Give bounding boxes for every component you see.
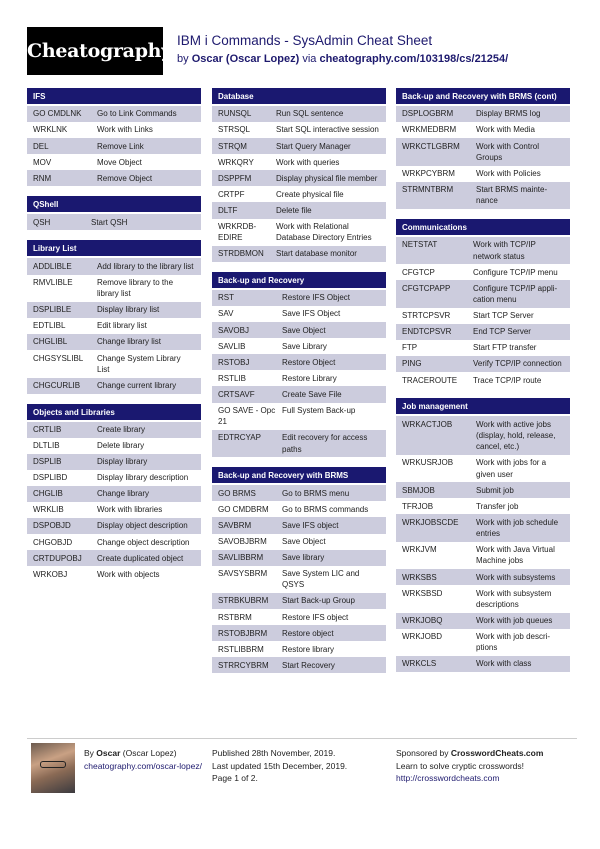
command-description: Start TCP Server [473,311,534,321]
command-description: Full System Back-up [282,405,356,415]
command-description: Save Library [282,341,327,351]
command-name: DSPPFM [218,173,252,183]
cheat-section [27,196,201,230]
table-row [27,486,201,502]
command-description: Configure TCP/IP appli-cation menu [473,283,558,305]
command-name: RSTLIBBRM [218,644,264,654]
command-description: Work with libraries [97,505,163,515]
command-name: DEL [33,141,49,151]
command-name: CRTSAVF [218,389,255,399]
author-link[interactable]: Oscar (Oscar Lopez) [191,53,300,65]
command-name: DSPLIBD [33,473,68,483]
command-description: Transfer job [476,501,519,511]
table-row [212,138,386,154]
command-description: Work with subsystems [476,572,556,582]
footer-author-fullname: (Oscar Lopez) [122,748,177,758]
command-name: SAVLIBBRM [218,553,264,562]
command-name: EDTLIBL [33,321,66,331]
section-title: Database [212,88,386,106]
table-row [27,106,201,122]
command-description: Work with TCP/IP network status [473,240,536,261]
sheet-url-link[interactable]: cheatography.com/103198/cs/21254/ [319,53,509,65]
command-description: Start Back-up Group [282,596,355,606]
table-row [396,340,570,356]
command-name: RMVLIBLE [33,277,73,287]
command-description: Restore Object [282,357,336,367]
command-name: STRSQL [218,125,251,135]
updated-date: Last updated 15th December, 2019. [212,760,348,771]
command-name: FTP [402,343,418,353]
table-row [27,470,201,486]
column-2 [212,88,386,683]
command-description: Work with class [476,659,532,669]
command-name: WRKSBSD [402,588,443,598]
table-row [27,378,201,394]
table-row [396,138,570,165]
table-row [396,237,570,264]
command-name: STRMNTBRM [402,185,454,194]
command-name: CFGTCPAPP [402,283,451,293]
table-row [27,138,201,154]
command-name: DSPLIBLE [33,305,72,315]
command-name: NETSTAT [402,240,438,250]
command-name: GO BRMS [218,488,256,498]
command-description: Work with Control Groups [476,141,539,162]
cheat-section [27,88,201,186]
table-row [27,550,201,566]
table-row [212,202,386,218]
command-name: RUNSQL [218,109,252,119]
command-name: RSTOBJBRM [218,628,268,638]
table-row [27,334,201,350]
command-name: ADDLIBLE [33,261,72,271]
command-description: Start FTP transfer [473,343,537,353]
table-row [396,324,570,340]
command-description: Display BRMS log [476,109,541,119]
command-description: Add library to the library list [97,261,194,271]
table-row [212,485,386,501]
table-row [396,308,570,324]
command-description: Display library description [97,473,189,483]
command-description: Start QSH [91,217,128,227]
cheat-section [212,467,386,673]
sponsor-label: Sponsored by [396,748,449,758]
table-row [396,542,570,569]
footer-author [84,747,204,772]
table-row [396,182,570,209]
command-name: RSTLIB [218,373,247,383]
table-row [212,186,386,202]
footer-sponsor [396,747,576,785]
table-row [27,318,201,334]
command-description: Start Recovery [282,660,335,670]
command-name: RNM [33,173,52,183]
command-name: SAVOBJBRM [218,536,267,546]
table-row [396,106,570,122]
section-title: QShell [27,196,201,214]
cheat-section [212,88,386,262]
command-description: Display object description [97,521,188,531]
sponsor-name[interactable]: CrosswordCheats.com [450,748,544,758]
table-row [396,416,570,455]
command-description: Work with subsystem descriptions [476,588,552,609]
table-row [27,275,201,302]
command-description: Display library [97,457,148,467]
table-row [27,518,201,534]
command-name: GO CMDBRM [218,504,269,514]
table-row [27,258,201,274]
command-name: SAV [218,309,234,319]
command-name: SAVLIB [218,341,246,351]
table-row [212,609,386,625]
section-title: IFS [27,88,201,106]
table-row [396,514,570,541]
table-row [212,154,386,170]
command-description: Display library list [97,305,160,315]
by-prefix: by [177,53,189,65]
table-row [212,403,386,430]
table-row [27,170,201,186]
command-name: STRQM [218,141,247,151]
cheat-section [396,88,570,209]
command-description: Delete library [97,441,145,451]
footer-author-link[interactable]: cheatography.com/oscar-lopez/ [84,760,202,771]
cheatography-logo[interactable]: Cheatography [27,27,163,75]
command-description: Work with Policies [476,168,541,178]
table-row [212,219,386,246]
command-description: Change library [97,489,150,499]
command-description: Run SQL sentence [276,109,344,119]
table-row [212,657,386,673]
command-name: CHGSYSLIBL [33,353,84,363]
command-description: Create Save File [282,389,342,399]
table-row [396,629,570,656]
table-row [212,306,386,322]
command-name: WRKUSRJOB [402,458,454,468]
section-title: Job management [396,398,570,416]
command-description: Change current library [97,380,177,390]
table-row [212,370,386,386]
table-row [396,280,570,307]
section-title: Back-up and Recovery [212,272,386,290]
section-title: Library List [27,240,201,258]
table-row [396,372,570,388]
command-name: CRTLIB [33,425,62,434]
command-description: Restore object [282,628,334,638]
command-description: Start SQL interactive session [276,125,379,135]
table-row [27,350,201,377]
command-name: STRBKUBRM [218,596,269,606]
command-description: Work with job schedule entries [476,517,559,539]
column-3 [396,88,570,682]
command-description: Save Object [282,325,326,335]
command-name: DSPLIB [33,457,62,467]
command-name: RSTBRM [218,612,252,622]
table-row [212,517,386,533]
command-name: WRKSBS [402,572,437,582]
command-name: WRKJOBQ [402,616,443,625]
command-name: CHGCURLIB [33,380,81,390]
command-description: Start Query Manager [276,141,351,151]
table-row [212,550,386,566]
command-description: Remove Link [97,141,144,151]
command-name: MOV [33,157,52,167]
command-name: GO CMDLNK [33,109,82,119]
glasses-shape [40,761,66,768]
table-row [27,422,201,438]
command-description: Create duplicated object [97,553,184,563]
command-name: RSTOBJ [218,357,250,367]
command-description: Save library [282,553,325,562]
command-name: SAVBRM [218,520,252,530]
table-row [396,482,570,498]
table-row [396,356,570,372]
command-description: Edit recovery for access paths [282,433,368,454]
command-name: CHGLIB [33,489,63,499]
command-description: Go to BRMS menu [282,488,350,498]
command-description: Change System Library List [97,353,181,374]
via-label: via [302,53,317,65]
command-name: SAVOBJ [218,325,249,335]
table-row [396,498,570,514]
command-description: End TCP Server [473,327,531,337]
command-description: Edit library list [97,321,147,331]
command-description: Work with Relational Database Directory Entries [276,221,372,243]
command-description: Change library list [97,337,162,347]
footer-by-label: By [84,748,94,758]
table-row [212,106,386,122]
command-name: DSPOBJD [33,521,71,531]
command-name: SAVSYSBRM [218,569,268,579]
table-row [396,656,570,672]
page-title: IBM i Commands - SysAdmin Cheat Sheet [177,33,433,48]
cheat-section [27,240,201,393]
table-row [396,455,570,482]
command-description: Remove library to the library list [97,277,174,299]
command-description: Move Object [97,157,142,167]
command-name: WRKRDB-EDIRE [218,221,257,243]
table-row [212,322,386,338]
command-name: TRACEROUTE [402,375,458,385]
page-number: Page 1 of 2. [212,773,258,783]
table-row [212,501,386,517]
table-row [27,454,201,470]
command-description: Delete file [276,205,312,215]
table-row [27,438,201,454]
command-description: Work with active jobs (display, hold, release, cancel, etc.) [476,419,556,452]
command-name: WRKQRY [218,157,254,167]
command-name: WRKCTLGBRM [402,141,460,151]
command-description: Restore IFS Object [282,293,351,303]
sponsor-tagline: Learn to solve cryptic crosswords! [396,760,525,771]
command-description: Save IFS Object [282,309,341,319]
table-row [212,641,386,657]
command-description: Restore library [282,644,335,654]
command-description: Work with Media [476,125,535,135]
command-description: Restore IFS object [282,612,349,622]
command-description: Work with Links [97,125,153,135]
command-description: Create library [97,425,146,434]
published-date: Published 28th November, 2019. [212,748,336,758]
command-name: CHGLIBL [33,337,68,347]
table-row [212,430,386,457]
command-name: SBMJOB [402,485,435,495]
table-row [27,502,201,518]
command-name: QSH [33,217,51,227]
command-name: CHGOBJD [33,537,73,547]
command-name: STRRCYBRM [218,660,269,670]
column-1 [27,88,201,592]
command-name: WRKCLS [402,659,437,669]
table-row [396,264,570,280]
table-row [27,122,201,138]
command-name: PING [402,359,422,369]
command-name: WRKMEDBRM [402,125,457,135]
command-description: Start BRMS mainte-nance [476,185,548,206]
table-row [396,585,570,612]
table-row [27,302,201,318]
command-description: Work with job queues [476,616,553,625]
cheat-section [396,219,570,388]
command-description: Verify TCP/IP connection [473,359,562,369]
table-row [212,170,386,186]
table-row [212,290,386,306]
table-row [212,566,386,593]
cheat-section [27,404,201,583]
cheat-section [212,272,386,457]
cheat-section [396,398,570,672]
command-name: TFRJOB [402,501,434,511]
command-name: WRKJOBD [402,632,442,642]
table-row [27,534,201,550]
footer-author-name: Oscar [96,748,121,758]
command-name: EDTRCYAP [218,433,261,443]
command-description: Configure TCP/IP menu [473,267,558,277]
command-description: Go to BRMS commands [282,504,369,514]
command-description: Go to Link Commands [97,109,177,119]
command-name: WRKLNK [33,125,68,135]
command-description: Trace TCP/IP route [473,375,542,385]
command-description: Display physical file member [276,173,378,183]
command-name: RST [218,293,234,303]
command-description: Remove Object [97,173,153,183]
command-name: ENDTCPSVR [402,327,452,337]
command-description: Restore Library [282,373,337,383]
command-name: STRTCPSVR [402,311,451,321]
table-row [212,625,386,641]
table-row [212,122,386,138]
command-name: STRDBMON [218,249,264,259]
table-row [212,246,386,262]
command-description: Save IFS object [282,520,339,530]
section-title: Objects and Libraries [27,404,201,422]
section-title: Back-up and Recovery with BRMS (cont) [396,88,570,106]
command-name: WRKPCYBRM [402,168,455,178]
table-row [396,122,570,138]
table-row [396,569,570,585]
sponsor-url-link[interactable]: http://crosswordcheats.com [396,773,500,783]
author-avatar [31,743,75,793]
command-name: WRKOBJ [33,569,68,579]
author-line [177,53,508,65]
command-name: DLTF [218,205,238,215]
command-name: CRTDUPOBJ [33,553,82,563]
command-name: WRKACTJOB [402,419,453,429]
table-row [212,593,386,609]
page-footer [27,738,577,798]
command-name: DSPLOGBRM [402,109,454,119]
table-row [212,354,386,370]
command-description: Submit job [476,485,514,495]
command-name: WRKJVM [402,545,437,555]
command-description: Save Object [282,536,326,546]
table-row [27,214,201,230]
command-name: CRTPF [218,189,245,199]
command-name: CFGTCP [402,267,435,277]
command-description: Change object description [97,537,190,547]
section-title: Back-up and Recovery with BRMS [212,467,386,485]
table-row [396,166,570,182]
table-row [212,386,386,402]
table-row [27,566,201,582]
table-row [27,154,201,170]
footer-dates [212,747,382,785]
command-name: WRKLIB [33,505,64,515]
section-title: Communications [396,219,570,237]
command-name: DLTLIB [33,441,60,451]
command-name: GO SAVE - Opc 21 [218,405,276,427]
command-description: Work with jobs for a given user [476,458,547,479]
command-description: Work with Java Virtual Machine jobs [476,545,555,566]
command-description: Work with queries [276,157,340,167]
command-description: Start database monitor [276,249,357,259]
command-description: Create physical file [276,189,344,199]
table-row [212,338,386,354]
command-description: Save System LIC and QSYS [282,569,360,590]
table-row [212,534,386,550]
command-description: Work with job descri-ptions [476,632,551,653]
table-row [396,613,570,629]
command-name: WRKJOBSCDE [402,517,459,527]
page-header [27,27,577,75]
command-description: Work with objects [97,569,160,579]
